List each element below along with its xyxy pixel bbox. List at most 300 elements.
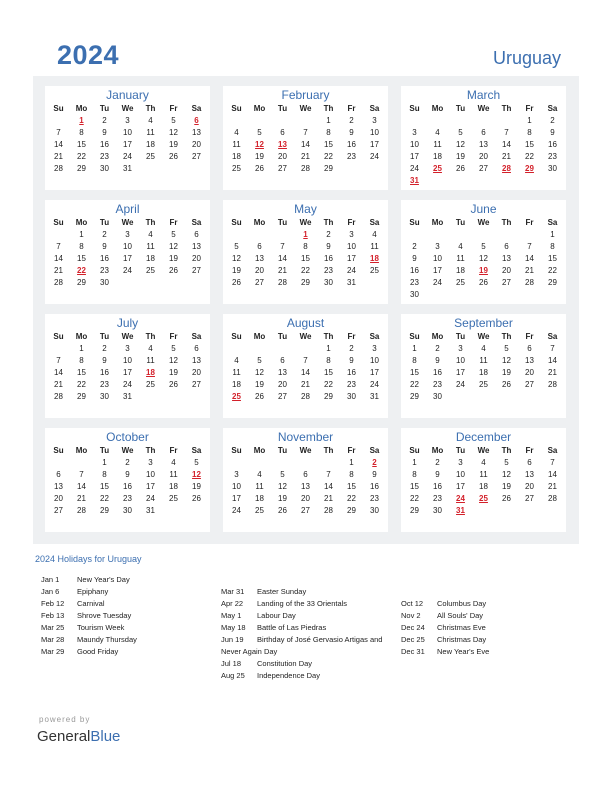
holiday-name: Easter Sunday bbox=[257, 587, 307, 596]
weekday-header: Su bbox=[409, 446, 420, 455]
day: 10 bbox=[123, 356, 132, 365]
day: 30 bbox=[324, 278, 333, 287]
day: 13 bbox=[525, 470, 534, 479]
day: 23 bbox=[123, 494, 132, 503]
day: 29 bbox=[410, 506, 419, 515]
day: 22 bbox=[301, 266, 310, 275]
month-july bbox=[45, 314, 210, 418]
day: 3 bbox=[458, 344, 463, 353]
day-grid bbox=[403, 331, 564, 403]
powered-by-text: powered by bbox=[39, 715, 91, 724]
day: 4 bbox=[372, 230, 377, 239]
day: 18 bbox=[255, 494, 264, 503]
day: 15 bbox=[77, 140, 86, 149]
day: 31 bbox=[370, 392, 379, 401]
day: 29 bbox=[410, 392, 419, 401]
holiday-item bbox=[221, 658, 382, 670]
day: 19 bbox=[502, 368, 511, 377]
day: 8 bbox=[527, 128, 532, 137]
empty-cell bbox=[426, 229, 449, 241]
day: 15 bbox=[525, 140, 534, 149]
holiday-day: 12 bbox=[192, 470, 201, 479]
day: 10 bbox=[410, 140, 419, 149]
day: 2 bbox=[102, 230, 107, 239]
day: 13 bbox=[255, 254, 264, 263]
day-grid bbox=[225, 445, 386, 517]
month-february bbox=[223, 86, 388, 190]
holiday-item bbox=[401, 634, 489, 646]
day: 26 bbox=[169, 152, 178, 161]
day: 16 bbox=[347, 140, 356, 149]
day: 28 bbox=[324, 506, 333, 515]
weekday-header: Sa bbox=[191, 104, 202, 113]
brand-logo bbox=[37, 728, 120, 745]
weekday-header: Mo bbox=[253, 104, 266, 113]
weekday-header: Fr bbox=[347, 104, 356, 113]
holiday-name: Maundy Thursday bbox=[77, 635, 137, 644]
month-june bbox=[401, 200, 566, 304]
day: 15 bbox=[100, 482, 109, 491]
day: 27 bbox=[192, 380, 201, 389]
day: 22 bbox=[324, 152, 333, 161]
day: 5 bbox=[458, 128, 463, 137]
holiday-column-2 bbox=[221, 586, 382, 682]
day: 20 bbox=[525, 368, 534, 377]
day: 1 bbox=[349, 458, 354, 467]
day: 14 bbox=[502, 140, 511, 149]
day: 15 bbox=[410, 482, 419, 491]
day: 6 bbox=[303, 470, 308, 479]
holiday-name: Never Again Day bbox=[221, 647, 278, 656]
month-name: April bbox=[115, 202, 140, 216]
day: 20 bbox=[192, 254, 201, 263]
day: 26 bbox=[278, 506, 287, 515]
holiday-item bbox=[221, 610, 382, 622]
day: 16 bbox=[100, 368, 109, 377]
day: 1 bbox=[550, 230, 555, 239]
day: 24 bbox=[123, 266, 132, 275]
month-november bbox=[223, 428, 388, 532]
day: 3 bbox=[148, 458, 153, 467]
empty-cell bbox=[225, 115, 248, 127]
holiday-item bbox=[221, 670, 382, 682]
day: 19 bbox=[278, 494, 287, 503]
day: 6 bbox=[280, 356, 285, 365]
day: 10 bbox=[123, 128, 132, 137]
day: 13 bbox=[479, 140, 488, 149]
day: 30 bbox=[347, 392, 356, 401]
holiday-day: 1 bbox=[303, 230, 308, 239]
weekday-header: Tu bbox=[277, 104, 288, 113]
day: 9 bbox=[349, 128, 354, 137]
day: 13 bbox=[192, 242, 201, 251]
holiday-name: Christmas Eve bbox=[437, 623, 486, 632]
month-april bbox=[45, 200, 210, 304]
holiday-date: May 1 bbox=[221, 611, 242, 620]
day: 23 bbox=[324, 266, 333, 275]
day: 25 bbox=[146, 266, 155, 275]
day: 24 bbox=[433, 278, 442, 287]
day: 9 bbox=[435, 470, 440, 479]
day: 21 bbox=[324, 494, 333, 503]
day: 19 bbox=[192, 482, 201, 491]
holiday-name: New Year's Day bbox=[77, 575, 130, 584]
empty-cell bbox=[271, 229, 294, 241]
holiday-name: Tourism Week bbox=[77, 623, 125, 632]
weekday-header: Th bbox=[323, 104, 334, 113]
day: 19 bbox=[169, 254, 178, 263]
day: 23 bbox=[433, 494, 442, 503]
holiday-day: 6 bbox=[194, 116, 199, 125]
day: 8 bbox=[326, 356, 331, 365]
day: 21 bbox=[301, 380, 310, 389]
day: 30 bbox=[410, 290, 419, 299]
day: 21 bbox=[502, 152, 511, 161]
day: 24 bbox=[410, 164, 419, 173]
day: 14 bbox=[301, 368, 310, 377]
day: 9 bbox=[435, 356, 440, 365]
day: 26 bbox=[255, 164, 264, 173]
empty-cell bbox=[248, 343, 271, 355]
month-august bbox=[223, 314, 388, 418]
weekday-header: Mo bbox=[431, 104, 444, 113]
weekday-header: Tu bbox=[99, 332, 110, 341]
weekday-header: Sa bbox=[547, 218, 558, 227]
day: 18 bbox=[146, 254, 155, 263]
day: 31 bbox=[347, 278, 356, 287]
weekday-header: Fr bbox=[525, 218, 534, 227]
day: 10 bbox=[146, 470, 155, 479]
empty-cell bbox=[271, 115, 294, 127]
weekday-header: We bbox=[299, 446, 312, 455]
month-name: May bbox=[294, 202, 317, 216]
day: 25 bbox=[479, 380, 488, 389]
month-name: July bbox=[116, 316, 139, 330]
day: 25 bbox=[146, 380, 155, 389]
month-name: March bbox=[466, 88, 501, 102]
day: 1 bbox=[412, 458, 417, 467]
day: 2 bbox=[349, 344, 354, 353]
month-name: December bbox=[455, 430, 512, 444]
weekday-header: Tu bbox=[277, 446, 288, 455]
day: 31 bbox=[123, 164, 132, 173]
weekday-header: Sa bbox=[369, 446, 380, 455]
day: 12 bbox=[278, 482, 287, 491]
weekday-header: Sa bbox=[369, 332, 380, 341]
day: 13 bbox=[54, 482, 63, 491]
holiday-name: New Year's Eve bbox=[437, 647, 490, 656]
day: 8 bbox=[550, 242, 555, 251]
day: 21 bbox=[548, 368, 557, 377]
holiday-name: Labour Day bbox=[257, 611, 296, 620]
day: 30 bbox=[433, 392, 442, 401]
holiday-day: 12 bbox=[255, 140, 264, 149]
day: 29 bbox=[77, 392, 86, 401]
day: 7 bbox=[56, 356, 61, 365]
weekday-header: Mo bbox=[431, 332, 444, 341]
day: 18 bbox=[479, 482, 488, 491]
day: 3 bbox=[458, 458, 463, 467]
holiday-item bbox=[41, 634, 137, 646]
day: 25 bbox=[370, 266, 379, 275]
holiday-item bbox=[401, 646, 489, 658]
empty-cell bbox=[248, 229, 271, 241]
weekday-header: We bbox=[121, 218, 134, 227]
holiday-date: Dec 25 bbox=[401, 635, 425, 644]
day: 28 bbox=[301, 164, 310, 173]
day: 28 bbox=[54, 278, 63, 287]
day: 7 bbox=[280, 242, 285, 251]
day: 19 bbox=[502, 482, 511, 491]
day: 15 bbox=[410, 368, 419, 377]
empty-cell bbox=[248, 115, 271, 127]
weekday-header: Fr bbox=[169, 104, 178, 113]
day: 26 bbox=[255, 392, 264, 401]
day: 30 bbox=[370, 506, 379, 515]
weekday-header: Su bbox=[53, 218, 64, 227]
weekday-header: Fr bbox=[347, 218, 356, 227]
day: 8 bbox=[79, 242, 84, 251]
brand-part-2: Blue bbox=[90, 728, 121, 745]
holiday-date: Aug 25 bbox=[221, 671, 245, 680]
holiday-item bbox=[41, 646, 137, 658]
day: 6 bbox=[194, 344, 199, 353]
day: 27 bbox=[192, 266, 201, 275]
day: 5 bbox=[194, 458, 199, 467]
day: 6 bbox=[194, 230, 199, 239]
empty-cell bbox=[294, 343, 317, 355]
day: 10 bbox=[347, 242, 356, 251]
empty-cell bbox=[449, 115, 472, 127]
holiday-item bbox=[41, 598, 137, 610]
day: 12 bbox=[169, 356, 178, 365]
day: 30 bbox=[100, 164, 109, 173]
weekday-header: Tu bbox=[455, 332, 466, 341]
weekday-header: We bbox=[477, 218, 490, 227]
day: 8 bbox=[79, 128, 84, 137]
day: 23 bbox=[100, 152, 109, 161]
day: 8 bbox=[412, 470, 417, 479]
day: 8 bbox=[412, 356, 417, 365]
holiday-name: Columbus Day bbox=[437, 599, 487, 608]
day: 10 bbox=[370, 128, 379, 137]
day: 17 bbox=[123, 254, 132, 263]
empty-cell bbox=[294, 115, 317, 127]
day: 3 bbox=[412, 128, 417, 137]
day: 21 bbox=[525, 266, 534, 275]
day: 17 bbox=[456, 482, 465, 491]
day: 22 bbox=[525, 152, 534, 161]
day: 27 bbox=[278, 392, 287, 401]
day: 22 bbox=[548, 266, 557, 275]
day: 14 bbox=[77, 482, 86, 491]
month-name: November bbox=[277, 430, 334, 444]
weekday-header: Tu bbox=[455, 218, 466, 227]
day: 29 bbox=[100, 506, 109, 515]
day: 18 bbox=[232, 152, 241, 161]
empty-cell bbox=[225, 229, 248, 241]
day: 6 bbox=[527, 344, 532, 353]
day: 26 bbox=[502, 380, 511, 389]
holiday-day: 28 bbox=[502, 164, 511, 173]
day: 20 bbox=[502, 266, 511, 275]
empty-cell bbox=[403, 229, 426, 241]
weekday-header: We bbox=[121, 104, 134, 113]
day: 27 bbox=[479, 164, 488, 173]
day: 7 bbox=[79, 470, 84, 479]
day-grid bbox=[403, 217, 564, 301]
day: 30 bbox=[548, 164, 557, 173]
day: 17 bbox=[146, 482, 155, 491]
day: 16 bbox=[100, 254, 109, 263]
weekday-header: Fr bbox=[525, 332, 534, 341]
day: 11 bbox=[370, 242, 379, 251]
day: 29 bbox=[324, 164, 333, 173]
weekday-header: Mo bbox=[75, 446, 88, 455]
weekday-header: Tu bbox=[99, 104, 110, 113]
weekday-header: Tu bbox=[455, 446, 466, 455]
day: 23 bbox=[347, 152, 356, 161]
day: 17 bbox=[370, 140, 379, 149]
holiday-date: Feb 12 bbox=[41, 599, 65, 608]
month-march bbox=[401, 86, 566, 190]
day: 16 bbox=[410, 266, 419, 275]
day: 25 bbox=[456, 278, 465, 287]
holiday-day: 25 bbox=[479, 494, 488, 503]
day: 13 bbox=[525, 356, 534, 365]
day: 11 bbox=[232, 140, 241, 149]
day: 14 bbox=[548, 470, 557, 479]
empty-cell bbox=[449, 229, 472, 241]
day: 26 bbox=[456, 164, 465, 173]
day: 2 bbox=[435, 344, 440, 353]
holiday-name: Epiphany bbox=[77, 587, 109, 596]
day-grid bbox=[225, 217, 386, 289]
weekday-header: Su bbox=[231, 218, 242, 227]
holiday-item bbox=[41, 622, 137, 634]
day: 29 bbox=[347, 506, 356, 515]
day: 22 bbox=[77, 380, 86, 389]
day: 13 bbox=[502, 254, 511, 263]
day: 5 bbox=[171, 116, 176, 125]
holiday-name: Landing of the 33 Orientals bbox=[257, 599, 348, 608]
holiday-item bbox=[401, 622, 489, 634]
day: 16 bbox=[370, 482, 379, 491]
holiday-item bbox=[401, 598, 489, 610]
day: 3 bbox=[125, 230, 130, 239]
holiday-name: Good Friday bbox=[77, 647, 119, 656]
weekday-header: We bbox=[299, 218, 312, 227]
day: 13 bbox=[301, 482, 310, 491]
day: 24 bbox=[456, 380, 465, 389]
day: 20 bbox=[301, 494, 310, 503]
weekday-header: Su bbox=[231, 446, 242, 455]
holiday-date: Jan 1 bbox=[41, 575, 60, 584]
day: 14 bbox=[54, 368, 63, 377]
day: 15 bbox=[324, 140, 333, 149]
day: 20 bbox=[278, 152, 287, 161]
day: 4 bbox=[148, 344, 153, 353]
day: 23 bbox=[100, 266, 109, 275]
day: 26 bbox=[169, 266, 178, 275]
day: 14 bbox=[525, 254, 534, 263]
month-name: June bbox=[470, 202, 497, 216]
day: 23 bbox=[100, 380, 109, 389]
day: 27 bbox=[255, 278, 264, 287]
day: 3 bbox=[372, 344, 377, 353]
weekday-header: Mo bbox=[431, 446, 444, 455]
day: 14 bbox=[278, 254, 287, 263]
day: 15 bbox=[324, 368, 333, 377]
day: 17 bbox=[433, 266, 442, 275]
day: 30 bbox=[100, 392, 109, 401]
day: 7 bbox=[326, 470, 331, 479]
day: 5 bbox=[257, 356, 262, 365]
holiday-name: Constitution Day bbox=[257, 659, 313, 668]
day: 27 bbox=[502, 278, 511, 287]
day: 29 bbox=[301, 278, 310, 287]
month-name: August bbox=[286, 316, 325, 330]
weekday-header: Th bbox=[501, 104, 512, 113]
empty-cell bbox=[518, 229, 541, 241]
day: 3 bbox=[125, 116, 130, 125]
weekday-header: We bbox=[121, 446, 134, 455]
day: 21 bbox=[278, 266, 287, 275]
day: 6 bbox=[481, 128, 486, 137]
holiday-name: Birthday of José Gervasio Artigas and bbox=[257, 635, 383, 644]
day: 14 bbox=[548, 356, 557, 365]
day: 20 bbox=[192, 140, 201, 149]
day: 10 bbox=[456, 470, 465, 479]
day: 19 bbox=[255, 152, 264, 161]
weekday-header: Th bbox=[501, 332, 512, 341]
empty-cell bbox=[70, 457, 93, 469]
day: 28 bbox=[54, 392, 63, 401]
empty-cell bbox=[495, 229, 518, 241]
weekday-header: Th bbox=[145, 446, 156, 455]
holiday-date: Jan 6 bbox=[41, 587, 60, 596]
day: 11 bbox=[146, 242, 155, 251]
weekday-header: Mo bbox=[253, 332, 266, 341]
day: 7 bbox=[504, 128, 509, 137]
holiday-date: Mar 28 bbox=[41, 635, 65, 644]
day: 25 bbox=[146, 152, 155, 161]
day: 10 bbox=[370, 356, 379, 365]
day: 30 bbox=[433, 506, 442, 515]
day: 19 bbox=[169, 368, 178, 377]
weekday-header: Mo bbox=[75, 218, 88, 227]
day-grid bbox=[47, 217, 208, 289]
holiday-item bbox=[221, 622, 382, 634]
weekday-header: We bbox=[477, 446, 490, 455]
day: 27 bbox=[525, 380, 534, 389]
day: 7 bbox=[56, 128, 61, 137]
day-grid bbox=[403, 103, 564, 187]
empty-cell bbox=[47, 229, 70, 241]
holiday-item bbox=[41, 574, 137, 586]
weekday-header: We bbox=[299, 104, 312, 113]
month-september bbox=[401, 314, 566, 418]
day: 14 bbox=[54, 254, 63, 263]
day: 9 bbox=[550, 128, 555, 137]
day: 9 bbox=[349, 356, 354, 365]
holiday-date: Nov 2 bbox=[401, 611, 421, 620]
day: 15 bbox=[301, 254, 310, 263]
day: 3 bbox=[125, 344, 130, 353]
day: 28 bbox=[301, 392, 310, 401]
day: 28 bbox=[278, 278, 287, 287]
weekday-header: Sa bbox=[369, 104, 380, 113]
